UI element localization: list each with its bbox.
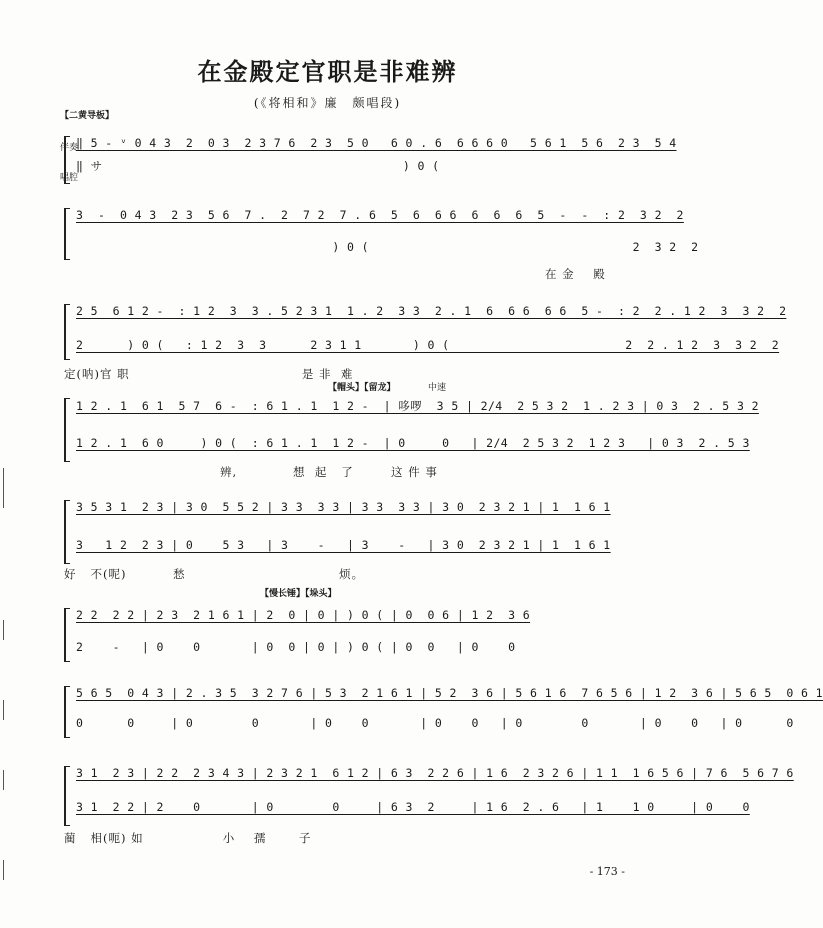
margin-mark — [3, 468, 4, 508]
page-number: - 173 - — [589, 865, 625, 878]
vocal-line: 2 - | 0 0 | 0 0 | 0 | ) 0 ( | 0 0 | 0 0 — [76, 640, 516, 654]
lyrics-line: 蔺 相(呃) 如 小 孺 子 — [64, 831, 312, 845]
section-annotation: 【慢长锤】【垛头】 — [260, 589, 337, 599]
accompaniment-line: 2 5 6 1 2 - : 1 2 3 3 . 5 2 3 1 1 . 2 3 3 2 . 1 6 6 6 6 6 5 - : 2 2 . 1 2 3 3 2 2 — [76, 304, 787, 318]
lyrics-line: 定(呐)官 职 是 非 难 — [64, 367, 354, 381]
vocal-line: 3 1 2 2 3 | 0 5 3 | 3 - | 3 - | 3 0 2 3 2 1 | 1 1 6 1 — [76, 538, 611, 552]
margin-mark — [3, 620, 4, 640]
score-system-8 — [64, 766, 794, 822]
page-title: 在金殿定官职是非难辨 — [197, 58, 458, 86]
score-system-5 — [64, 500, 628, 560]
part-label-vocal: 唱腔 — [60, 173, 79, 183]
vocal-line: ‖ サ ) 0 ( — [76, 159, 440, 173]
accompaniment-line: 2 2 2 2 | 2 3 2 1 6 1 | 2 0 | 0 | ) 0 ( | 0 0 6 | 1 2 3 6 — [76, 608, 531, 622]
accompaniment-line: 3 - 0 4 3 2 3 5 6 7 . 2 7 2 7 . 6 5 6 6 6 6 6 6 5 - - : 2 3 2 2 — [76, 208, 684, 222]
margin-mark — [3, 860, 4, 880]
score-system-3 — [64, 304, 787, 360]
vocal-line: ) 0 ( 2 3 2 2 — [76, 240, 699, 254]
accompaniment-line: 3 1 2 3 | 2 2 2 3 4 3 | 2 3 2 1 6 1 2 | 6 3 2 2 6 | 1 6 2 3 2 6 | 1 1 1 6 5 6 | 7 6 5 6 7 6 — [76, 766, 794, 780]
accompaniment-line: 1 2 . 1 6 1 5 7 6 - : 6 1 . 1 1 2 - | 哆啰 3 5 | 2/4 2 5 3 2 1 . 2 3 | 0 3 2 . 5 3 2 — [76, 399, 759, 413]
tempo-marking: 中速 — [428, 383, 447, 393]
score-system-4 — [64, 398, 759, 458]
accompaniment-line: 5 6 5 0 4 3 | 2 . 3 5 3 2 7 6 | 5 3 2 1 6 1 | 5 2 3 6 | 5 6 1 6 7 6 5 6 | 1 2 3 6 | 5 6 5 0 6 1 — [76, 686, 823, 700]
margin-mark — [3, 700, 4, 720]
lyrics-line: 好 不(呢) 愁 烦。 — [64, 567, 365, 581]
score-system-6 — [64, 608, 628, 662]
vocal-line: 1 2 . 1 6 0 ) 0 ( : 6 1 . 1 1 2 - | 0 0 | 2/4 2 5 3 2 1 2 3 | 0 3 2 . 5 3 — [76, 436, 750, 450]
mode-label: 【二黄导板】 — [60, 111, 115, 121]
section-annotation: 【帽头】【留龙】 — [328, 383, 396, 393]
lyrics-line: 辨, 想 起 了 这 件 事 — [220, 465, 438, 479]
accompaniment-line: ‖ 5 - ᵛ 0 4 3 2 0 3 2 3 7 6 2 3 5 0 6 0 . 6 6 6 6 0 5 6 1 5 6 2 3 5 4 — [76, 136, 677, 150]
lyrics-line: 在 金 殿 — [545, 267, 606, 281]
vocal-line: 3 1 2 2 | 2 0 | 0 0 | 6 3 2 | 1 6 2 . 6 | 1 1 0 | 0 0 — [76, 800, 750, 814]
score-system-7 — [64, 686, 823, 738]
vocal-line: 0 0 | 0 0 | 0 0 | 0 0 | 0 0 | 0 0 | 0 0 — [76, 716, 794, 730]
part-label-accompaniment: 伴奏 — [60, 143, 79, 153]
subtitle: (《将相和》廉 颇唱段) — [253, 96, 402, 110]
vocal-line: 2 ) 0 ( : 1 2 3 3 2 3 1 1 ) 0 ( 2 2 . 1 2 3 3 2 2 — [76, 338, 780, 352]
score-system-1 — [64, 136, 677, 180]
accompaniment-line: 3 5 3 1 2 3 | 3 0 5 5 2 | 3 3 3 3 | 3 3 3 3 | 3 0 2 3 2 1 | 1 1 6 1 — [76, 500, 611, 514]
score-system-2 — [64, 208, 699, 262]
margin-mark — [3, 770, 4, 790]
